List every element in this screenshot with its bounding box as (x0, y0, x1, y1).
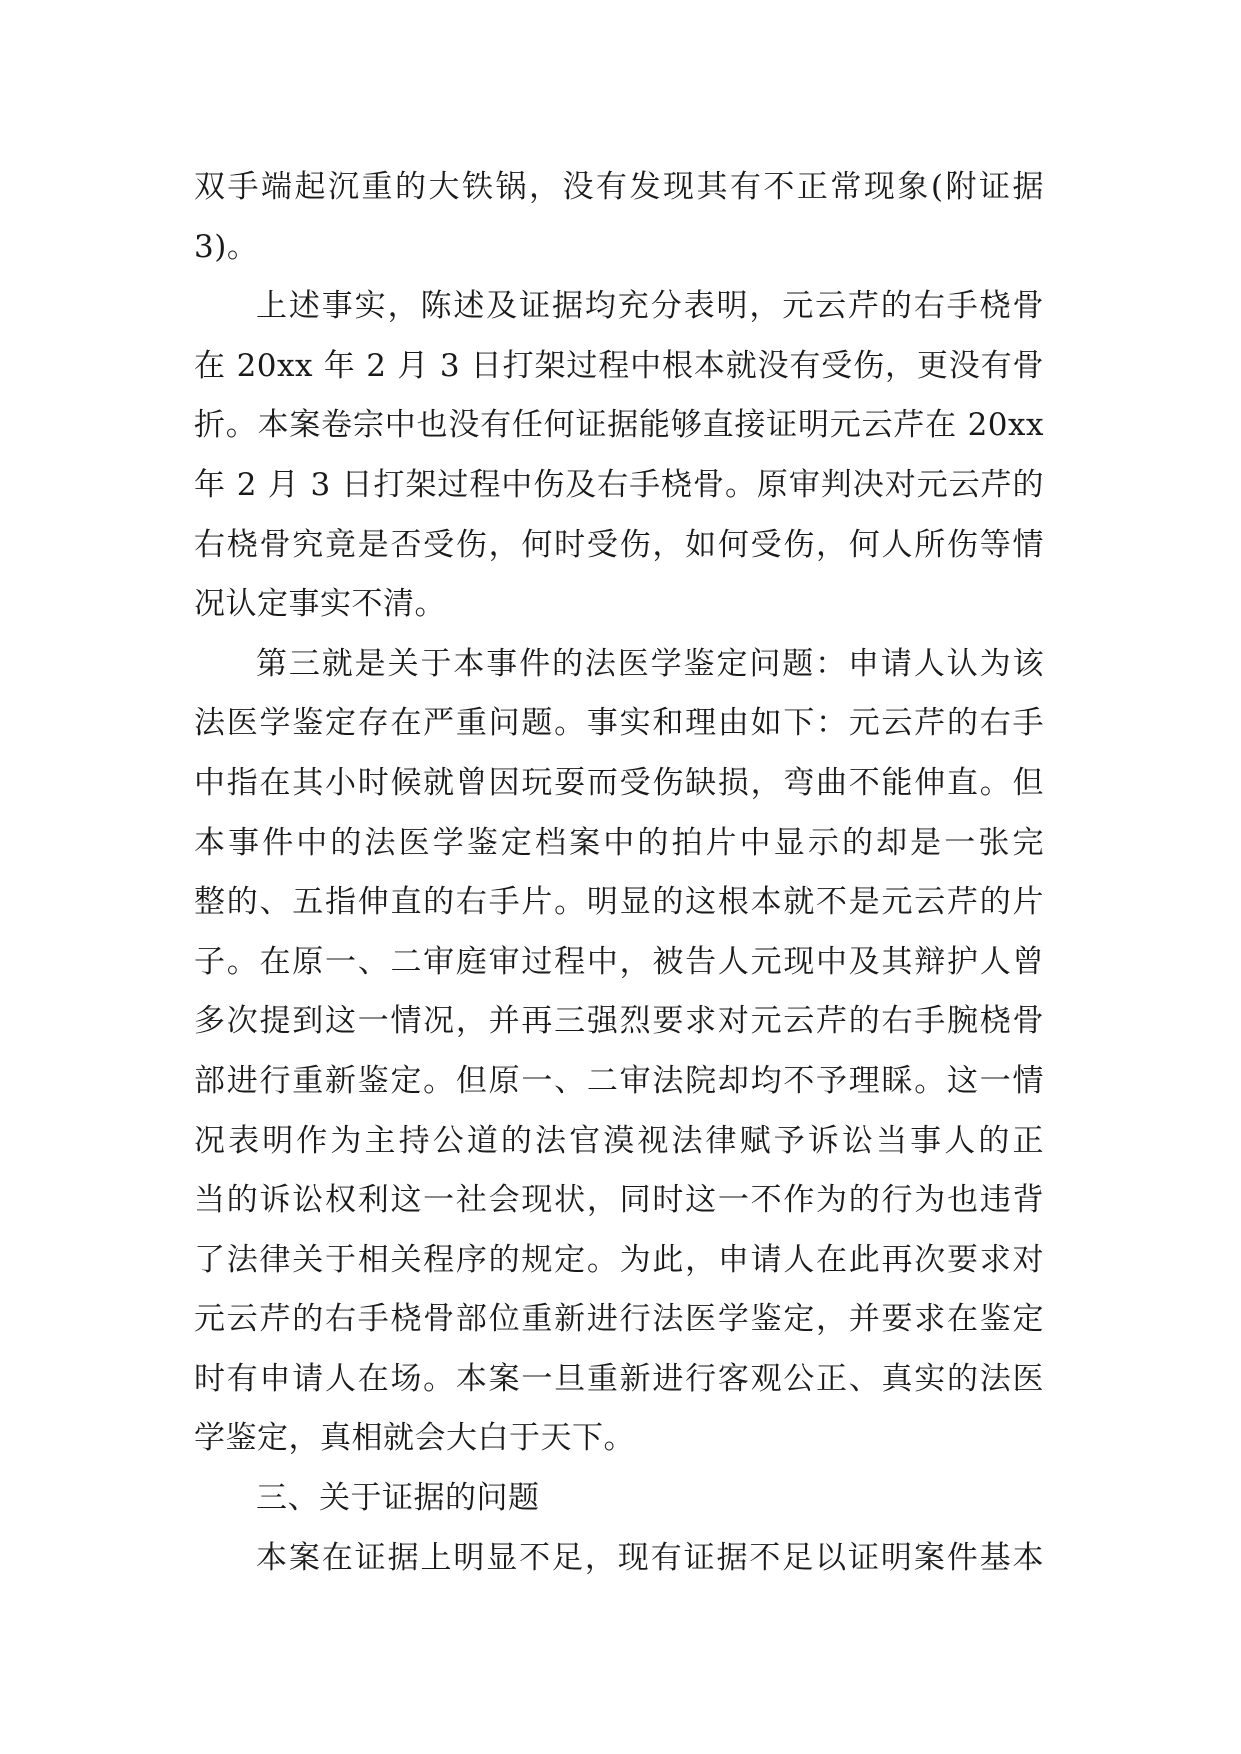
document-body (194, 158, 1044, 1588)
text-line: 法医学鉴定存在严重问题。事实和理由如下：元云芹的右手 (194, 705, 1044, 742)
text-line: 年 2 月 3 日打架过程中伤及右手桡骨。原审判决对元云芹的 (194, 466, 1044, 503)
text-line: 了法律关于相关程序的规定。为此，申请人在此再次要求对 (194, 1241, 1044, 1278)
text-line: 在 20xx 年 2 月 3 日打架过程中根本就没有受伤，更没有骨 (194, 347, 1044, 384)
text-line: 中指在其小时候就曾因玩耍而受伤缺损，弯曲不能伸直。但 (194, 764, 1044, 801)
text-line: 折。本案卷宗中也没有任何证据能够直接证明元云芹在 20xx (194, 407, 1044, 444)
text-line: 右桡骨究竟是否受伤，何时受伤，如何受伤，何人所伤等情 (194, 526, 1044, 563)
text-line: 三、关于证据的问题 (256, 1480, 540, 1517)
text-line: 时有申请人在场。本案一旦重新进行客观公正、真实的法医 (194, 1360, 1044, 1397)
text-line: 子。在原一、二审庭审过程中，被告人元现中及其辩护人曾 (194, 943, 1044, 980)
text-line: 整的、五指伸直的右手片。明显的这根本就不是元云芹的片 (194, 884, 1044, 921)
text-line: 况表明作为主持公道的法官漠视法律赋予诉讼当事人的正 (194, 1122, 1044, 1159)
text-line: 部进行重新鉴定。但原一、二审法院却均不予理睬。这一情 (194, 1062, 1044, 1099)
text-line: 双手端起沉重的大铁锅，没有发现其有不正常现象(附证据 (194, 169, 1044, 205)
text-line: 况认定事实不清。 (194, 586, 446, 623)
text-line: 3)。 (194, 228, 259, 265)
text-line: 元云芹的右手桡骨部位重新进行法医学鉴定，并要求在鉴定 (194, 1301, 1044, 1338)
text-line: 当的诉讼权利这一社会现状，同时这一不作为的行为也违背 (194, 1182, 1044, 1219)
text-line: 学鉴定，真相就会大白于天下。 (194, 1420, 635, 1457)
text-line: 第三就是关于本事件的法医学鉴定问题：申请人认为该 (256, 645, 1044, 682)
text-line: 本案在证据上明显不足，现有证据不足以证明案件基本 (256, 1539, 1044, 1576)
text-line: 上述事实，陈述及证据均充分表明，元云芹的右手桡骨 (256, 288, 1044, 325)
text-line: 多次提到这一情况，并再三强烈要求对元云芹的右手腕桡骨 (194, 1003, 1044, 1040)
text-line: 本事件中的法医学鉴定档案中的拍片中显示的却是一张完 (194, 824, 1044, 861)
